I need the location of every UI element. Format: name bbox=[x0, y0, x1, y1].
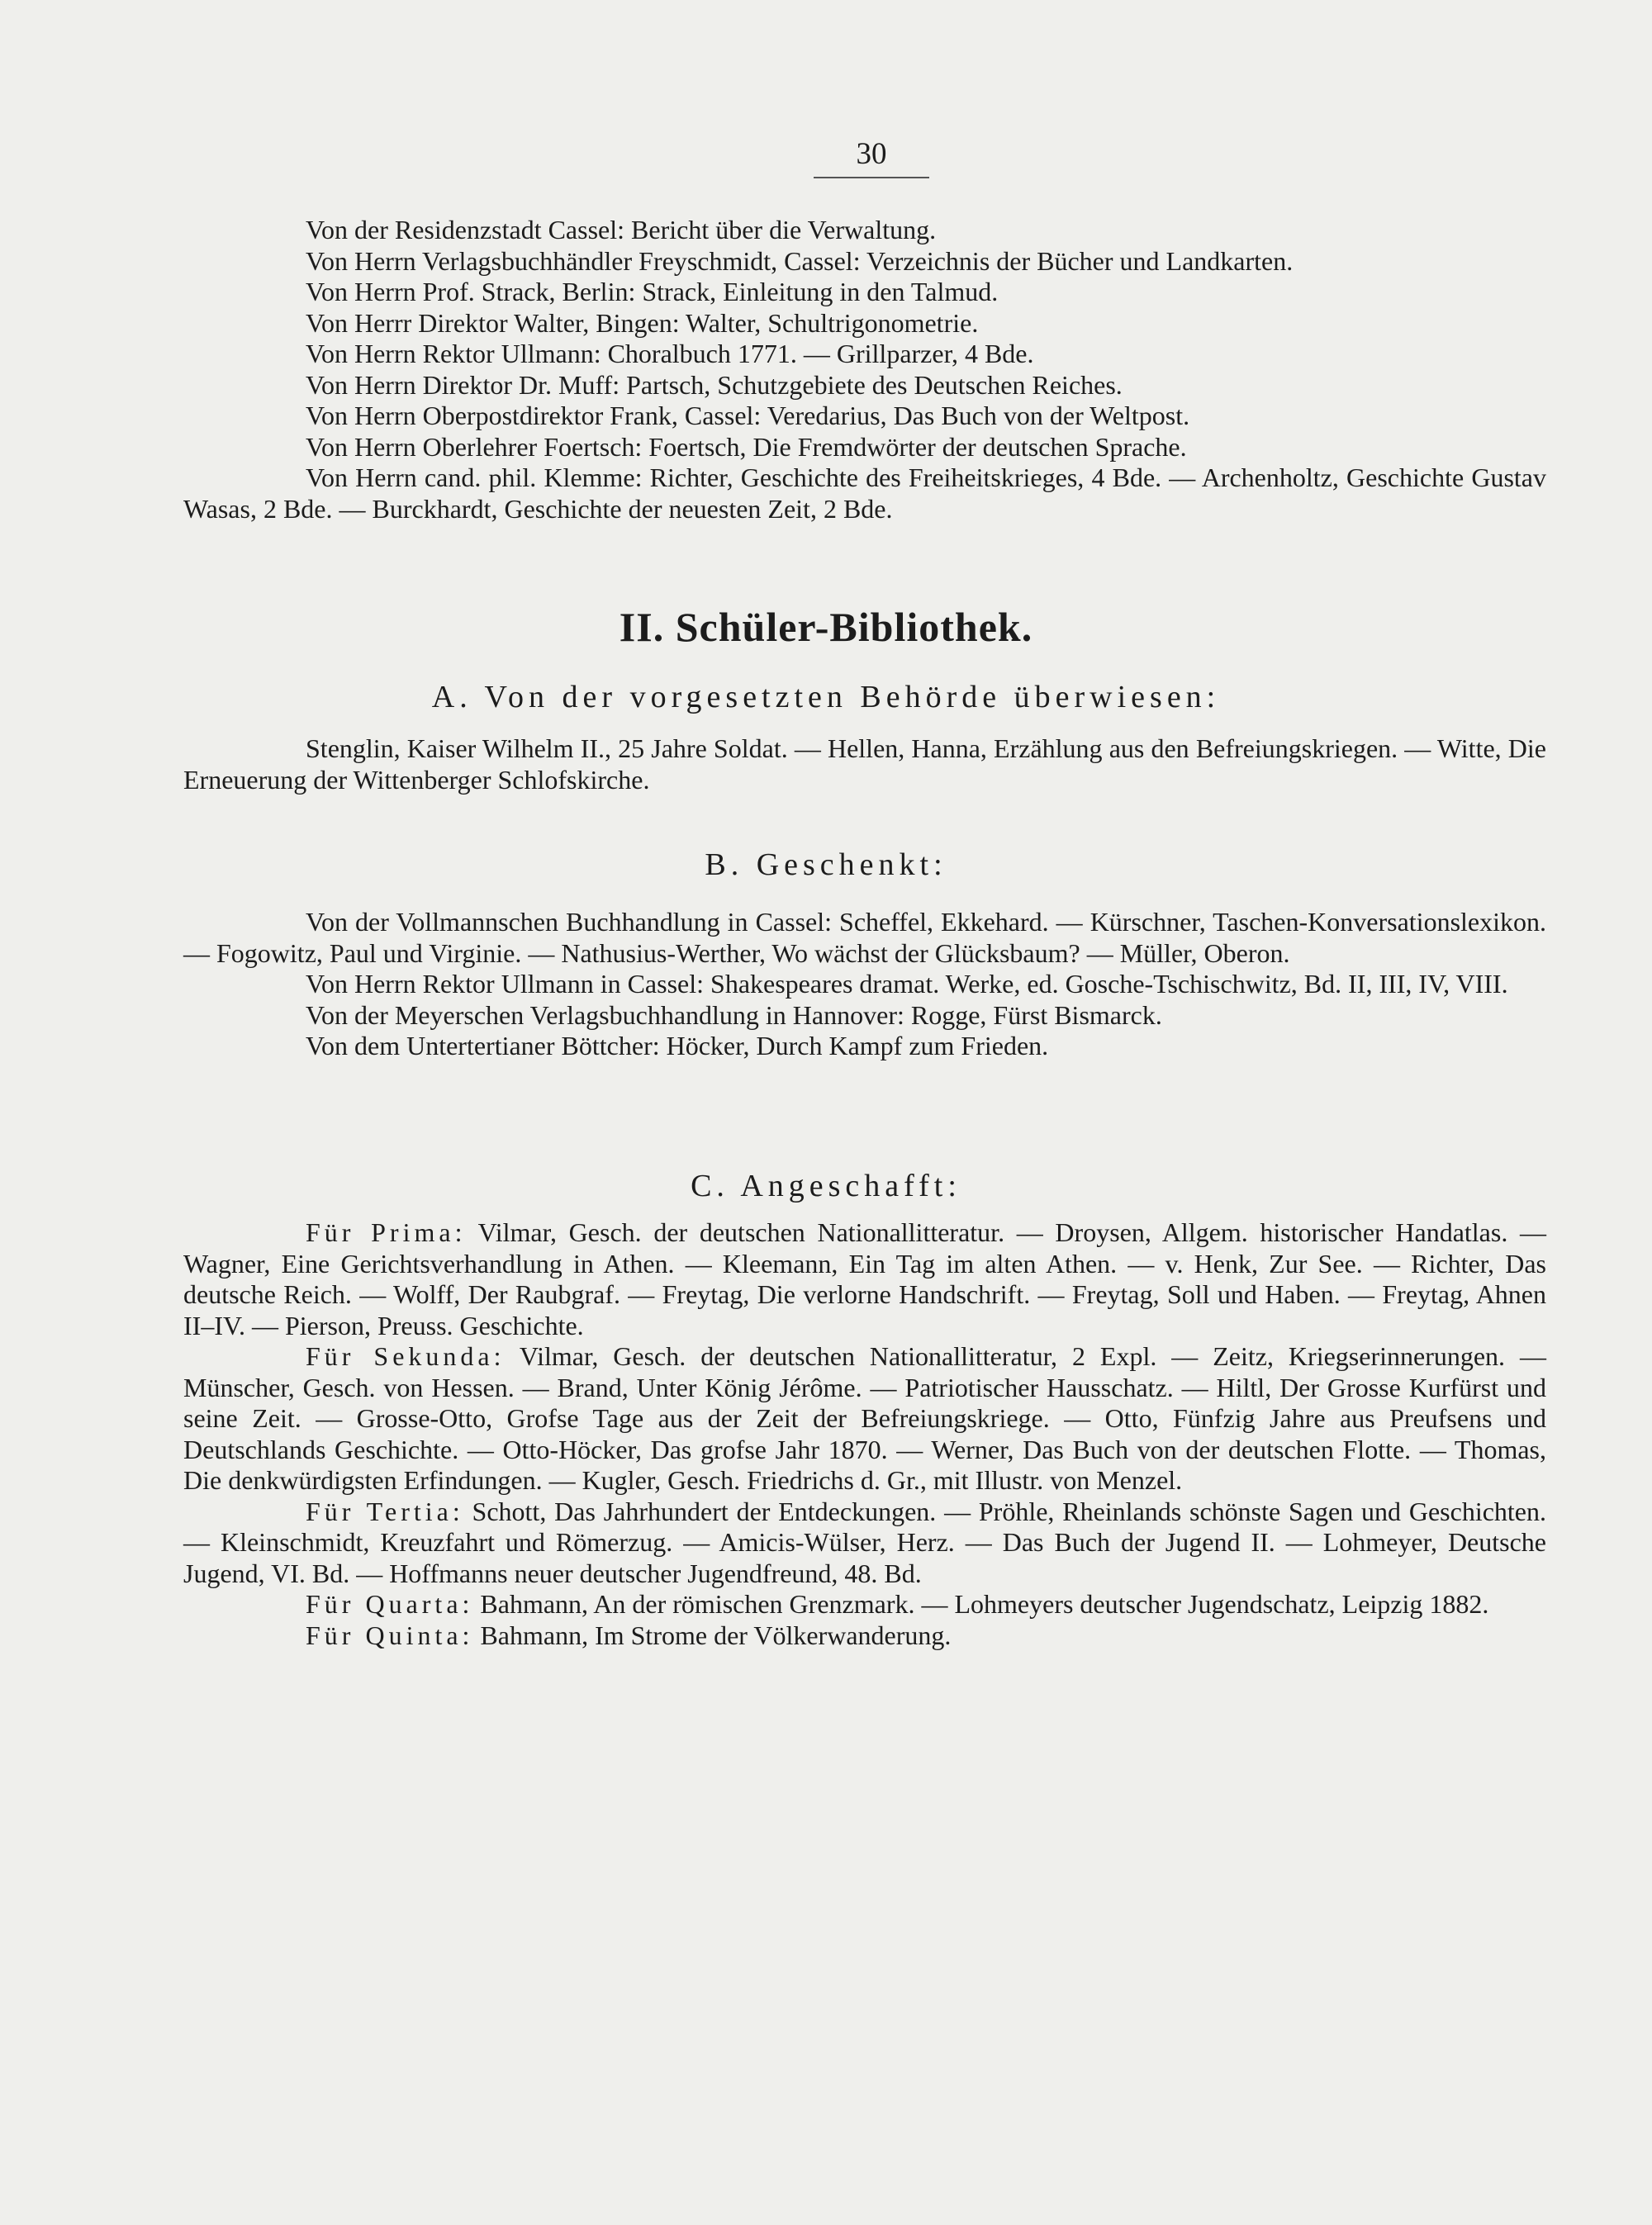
subsection-a-body bbox=[183, 733, 1546, 795]
gift-entry: Von der Vollmannschen Buchhandlung in Cassel: Scheffel, Ekkehard. — Kürschner, Taschen-Konversationslexikon. — Fogowitz, Paul und Virginie. — Nathusius-Werther, Wo wächst der Glücksbaum? — Müller, Oberon. bbox=[183, 907, 1546, 968]
gift-entry: Von dem Untertertianer Böttcher: Höcker, Durch Kampf zum Frieden. bbox=[306, 1031, 1049, 1060]
class-label: Für Tertia: bbox=[306, 1496, 464, 1526]
acquisition-text: Schott, Das Jahrhundert der Entdeckungen. — Pröhle, Rheinlands schönste Sagen und Geschichten. — Kleinschmidt, Kreuzfahrt und Römerzug. — Amicis-Wülser, Herz. — Das Buch der Jugend II. — Lohmeyer, Deutsche Jugend, VI. Bd. — Hoffmanns neuer deutscher Jugendfreund, 48. Bd. bbox=[183, 1496, 1547, 1588]
subsection-a-text: Stenglin, Kaiser Wilhelm II., 25 Jahre Soldat. — Hellen, Hanna, Erzählung aus den Befreiungskriegen. — Witte, Die Erneuerung der Wittenberger Schlofskirche. bbox=[183, 733, 1546, 795]
subsection-b-heading: B. Geschenkt: bbox=[705, 847, 947, 882]
donation-entry: Von Herrr Direktor Walter, Bingen: Walter, Schultrigonometrie. bbox=[306, 307, 979, 338]
donation-entry: Von Herrn Direktor Dr. Muff: Partsch, Schutzgebiete des Deutschen Reiches. bbox=[306, 369, 1123, 400]
acquisition-entry bbox=[183, 1589, 1546, 1620]
donation-entry: Von Herrn Oberpostdirektor Frank, Cassel: Veredarius, Das Buch von der Weltpost. bbox=[306, 401, 1190, 430]
donation-entry: Von Herrn Rektor Ullmann: Choralbuch 1771. — Grillparzer, 4 Bde. bbox=[306, 339, 1034, 368]
section-title: II. Schüler-Bibliothek. bbox=[619, 604, 1033, 650]
donation-entry: Von Herrn Prof. Strack, Berlin: Strack, Einleitung in den Talmud. bbox=[306, 277, 999, 306]
subsection-b-body bbox=[183, 907, 1546, 1062]
gift-entry: Von Herrn Rektor Ullmann in Cassel: Shakespeares dramat. Werke, ed. Gosche-Tschischwitz, Bd. II, III, IV, VIII. bbox=[306, 969, 1508, 999]
subsection-a-heading: A. Von der vorgesetzten Behörde überwiesen: bbox=[431, 680, 1221, 714]
gift-entry: Von der Meyerschen Verlagsbuchhandlung in Hannover: Rogge, Fürst Bismarck. bbox=[306, 999, 1162, 1030]
acquisition-entry bbox=[183, 1497, 1546, 1590]
acquisition-entry bbox=[183, 1217, 1546, 1341]
donation-entry: Von Herrn Verlagsbuchhändler Freyschmidt, Cassel: Verzeichnis der Bücher und Landkarten. bbox=[306, 245, 1294, 276]
acquisition-text: Vilmar, Gesch. der deutschen Nationallitteratur. — Droysen, Allgem. historischer Handatlas. — Wagner, Eine Gerichtsverhandlung in Athen. — Kleemann, Ein Tag im alten Athen. — v. Henk, Zur See. — Richter, Das deutsche Reich. — Wolff, Der Raubgraf. — Freytag, Die verlorne Handschrift. — Freytag, Soll und Haben. — Freytag, Ahnen II–IV. — Pierson, Preuss. Geschichte. bbox=[183, 1217, 1547, 1340]
page-number: 30 bbox=[814, 136, 929, 178]
donation-entry: Von Herrn cand. phil. Klemme: Richter, Geschichte des Freiheitskrieges, 4 Bde. — Archenholtz, Geschichte Gustav Wasas, 2 Bde. — Burckhardt, Geschichte der neuesten Zeit, 2 Bde. bbox=[183, 463, 1546, 524]
acquisition-entry bbox=[183, 1341, 1546, 1497]
class-label: Für Quinta: bbox=[306, 1620, 474, 1650]
acquisition-text: Bahmann, An der römischen Grenzmark. — Lohmeyers deutscher Jugendschatz, Leipzig 1882. bbox=[473, 1589, 1489, 1619]
class-label: Für Prima: bbox=[306, 1217, 467, 1247]
acquisition-entry bbox=[183, 1620, 1546, 1652]
acquisition-text: Vilmar, Gesch. der deutschen Nationallitteratur, 2 Expl. — Zeitz, Kriegserinnerungen. — Münscher, Gesch. von Hessen. — Brand, Unter König Jérôme. — Patriotischer Hausschatz. — Hiltl, Der Grosse Kurfürst und seine Zeit. — Grosse-Otto, Grofse Tage aus der Zeit der Befreiungskriege. — Otto, Fünfzig Jahre aus Preufsens und Deutschlands Geschichte. — Otto-Höcker, Das grofse Jahr 1870. — Werner, Das Buch von der deutschen Flotte. — Thomas, Die denkwürdigsten Erfindungen. — Kugler, Gesch. Friedrichs d. Gr., mit Illustr. von Menzel. bbox=[183, 1341, 1546, 1495]
subsection-c-heading: C. Angeschafft: bbox=[691, 1169, 961, 1203]
donations-list bbox=[183, 215, 1546, 524]
class-label: Für Sekunda: bbox=[306, 1341, 506, 1371]
subsection-c-body bbox=[183, 1217, 1546, 1651]
acquisition-text: Bahmann, Im Strome der Völkerwanderung. bbox=[473, 1620, 952, 1650]
donation-entry: Von Herrn Oberlehrer Foertsch: Foertsch, Die Fremdwörter der deutschen Sprache. bbox=[306, 431, 1187, 462]
donation-entry: Von der Residenzstadt Cassel: Bericht über die Verwaltung. bbox=[306, 215, 937, 244]
class-label: Für Quarta: bbox=[306, 1589, 474, 1619]
